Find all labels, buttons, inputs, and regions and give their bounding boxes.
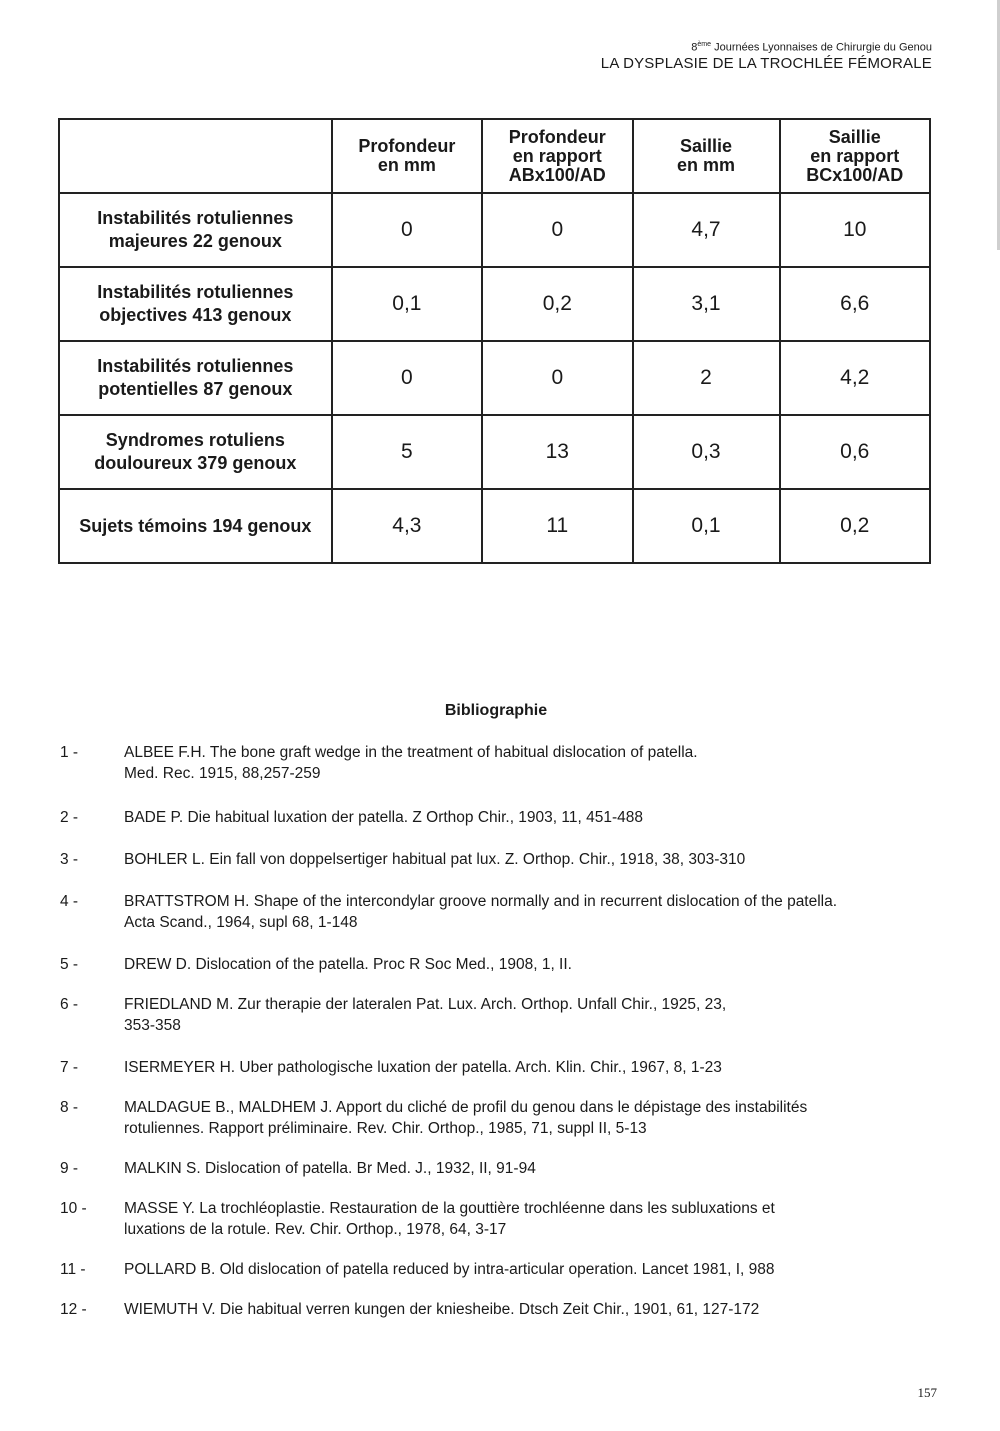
reference-text [124, 994, 940, 1036]
row-label [59, 489, 332, 563]
value-cell: 13 [482, 415, 632, 489]
value-cell: 2 [633, 341, 780, 415]
reference-text [124, 1259, 940, 1280]
column-header-line: en mm [677, 155, 736, 175]
row-label-line: potentielles 87 genoux [98, 379, 293, 399]
reference-number: 2 - [60, 809, 79, 826]
reference-number: 7 - [60, 1059, 79, 1076]
column-header-line: Profondeur [358, 136, 456, 156]
value-cell: 4,7 [633, 193, 780, 267]
column-header-line: en mm [377, 155, 436, 175]
reference-text [124, 849, 940, 870]
reference-line: BOHLER L. Ein fall von doppelsertiger habitual pat lux. Z. Orthop. Chir., 1918, 38, 303-310 [124, 851, 746, 868]
reference-number: 8 - [60, 1099, 79, 1116]
reference-item [60, 1097, 940, 1139]
event-line [601, 38, 932, 55]
header-row [59, 119, 930, 193]
reference-item [60, 954, 940, 975]
value-cell: 0,6 [780, 415, 930, 489]
reference-item [60, 1158, 940, 1179]
event-ordinal-suffix: ème [697, 41, 712, 48]
reference-line: MALDAGUE B., MALDHEM J. Apport du cliché de profil du genou dans le dépistage des instabilités [124, 1099, 808, 1116]
reference-number: 10 - [60, 1200, 87, 1217]
value-cell: 0 [332, 341, 482, 415]
row-label [59, 415, 332, 489]
reference-text [124, 954, 940, 975]
value-cell: 0,2 [482, 267, 632, 341]
column-header-line: BCx100/AD [806, 164, 904, 185]
reference-line: Med. Rec. 1915, 88,257-259 [124, 765, 321, 782]
row-label-line: majeures 22 genoux [108, 231, 282, 251]
value-cell: 0,1 [332, 267, 482, 341]
reference-line: MASSE Y. La trochléoplastie. Restauration de la gouttière trochléenne dans les subluxations et [124, 1200, 775, 1217]
reference-item [60, 1299, 940, 1320]
reference-text [124, 1158, 940, 1179]
reference-text [124, 742, 940, 784]
reference-number: 11 - [60, 1261, 86, 1278]
column-header [332, 119, 482, 193]
value-cell: 0,2 [780, 489, 930, 563]
column-header-line: Profondeur [508, 126, 606, 147]
row-label-line: Instabilités rotuliennes [97, 282, 294, 302]
column-header-line: Saillie [828, 126, 881, 147]
value-cell: 10 [780, 193, 930, 267]
row-label [59, 193, 332, 267]
reference-item [60, 994, 940, 1036]
row-label-line: Sujets témoins 194 genoux [79, 515, 312, 536]
row-label-line: Instabilités rotuliennes [97, 356, 294, 376]
column-header-line: ABx100/AD [508, 164, 606, 185]
value-cell: 4,2 [780, 341, 930, 415]
value-cell: 3,1 [633, 267, 780, 341]
reference-text [124, 1057, 940, 1078]
column-header [780, 119, 930, 193]
reference-line: Acta Scand., 1964, supl 68, 1-148 [124, 914, 358, 931]
reference-item [60, 742, 940, 784]
reference-line: luxations de la rotule. Rev. Chir. Orthop., 1978, 64, 3-17 [124, 1221, 507, 1238]
table-body [59, 193, 930, 563]
reference-number: 4 - [60, 893, 79, 910]
reference-item [60, 1259, 940, 1280]
bibliography-title: Bibliographie [444, 702, 548, 719]
reference-item [60, 1198, 940, 1240]
reference-line: POLLARD B. Old dislocation of patella reduced by intra-articular operation. Lancet 1981, I, 988 [124, 1261, 775, 1278]
reference-number: 6 - [60, 996, 79, 1013]
table-row [59, 267, 930, 341]
row-label [59, 341, 332, 415]
column-header [633, 119, 780, 193]
event-name: Journées Lyonnaises de Chirurgie du Genou [711, 41, 932, 54]
reference-line: ALBEE F.H. The bone graft wedge in the treatment of habitual dislocation of patella. [124, 744, 698, 761]
reference-item [60, 849, 940, 870]
value-cell: 11 [482, 489, 632, 563]
reference-text [124, 891, 940, 933]
row-label-line: douloureux 379 genoux [94, 453, 297, 473]
value-cell: 0,3 [633, 415, 780, 489]
table-row [59, 415, 930, 489]
reference-text [124, 1198, 940, 1240]
header-corner-cell [59, 119, 332, 193]
reference-text [124, 1299, 940, 1320]
reference-line: MALKIN S. Dislocation of patella. Br Med. J., 1932, II, 91-94 [124, 1160, 536, 1177]
reference-line: rotuliennes. Rapport préliminaire. Rev. Chir. Orthop., 1985, 71, suppl II, 5-13 [124, 1120, 647, 1137]
row-label-line: Instabilités rotuliennes [97, 208, 294, 228]
reference-item [60, 891, 940, 933]
column-header-line: en rapport [512, 145, 602, 166]
row-label-line: objectives 413 genoux [99, 305, 292, 325]
reference-line: BRATTSTROM H. Shape of the intercondylar groove normally and in recurrent dislocation of the patella. [124, 893, 838, 910]
reference-line: ISERMEYER H. Uber pathologische luxation der patella. Arch. Klin. Chir., 1967, 8, 1-23 [124, 1059, 722, 1076]
reference-number: 9 - [60, 1160, 79, 1177]
table-header [59, 119, 930, 193]
reference-number: 1 - [60, 744, 79, 761]
value-cell: 0,1 [633, 489, 780, 563]
running-header [601, 38, 932, 73]
bibliography-list [60, 742, 940, 1320]
running-title: LA DYSPLASIE DE LA TROCHLÉE FÉMORALE [600, 54, 932, 72]
reference-item [60, 1057, 940, 1078]
reference-number: 12 - [60, 1301, 87, 1318]
table-row [59, 341, 930, 415]
table-row [59, 193, 930, 267]
value-cell: 5 [332, 415, 482, 489]
reference-line: 353-358 [124, 1017, 181, 1034]
reference-text [124, 1097, 940, 1139]
reference-item [60, 807, 940, 828]
reference-line: DREW D. Dislocation of the patella. Proc R Soc Med., 1908, 1, II. [124, 956, 572, 973]
reference-number: 5 - [60, 956, 79, 973]
column-header [482, 119, 632, 193]
table-row [59, 489, 930, 563]
row-label [59, 267, 332, 341]
value-cell: 0 [482, 193, 632, 267]
value-cell: 4,3 [332, 489, 482, 563]
value-cell: 0 [332, 193, 482, 267]
reference-line: BADE P. Die habitual luxation der patella. Z Orthop Chir., 1903, 11, 451-488 [124, 809, 643, 826]
row-label-line: Syndromes rotuliens [105, 430, 285, 450]
value-cell: 6,6 [780, 267, 930, 341]
measurements-table [58, 118, 931, 564]
reference-number: 3 - [60, 851, 79, 868]
event-ordinal: 8 [691, 41, 698, 54]
reference-line: WIEMUTH V. Die habitual verren kungen der kniesheibe. Dtsch Zeit Chir., 1901, 61, 127-172 [124, 1301, 760, 1318]
column-header-line: Saillie [680, 136, 733, 156]
page-number: 157 [917, 1385, 937, 1400]
reference-line: FRIEDLAND M. Zur therapie der lateralen Pat. Lux. Arch. Orthop. Unfall Chir., 1925, 23, [124, 996, 727, 1013]
reference-text [124, 807, 940, 828]
column-header-line: en rapport [810, 145, 900, 166]
value-cell: 0 [482, 341, 632, 415]
